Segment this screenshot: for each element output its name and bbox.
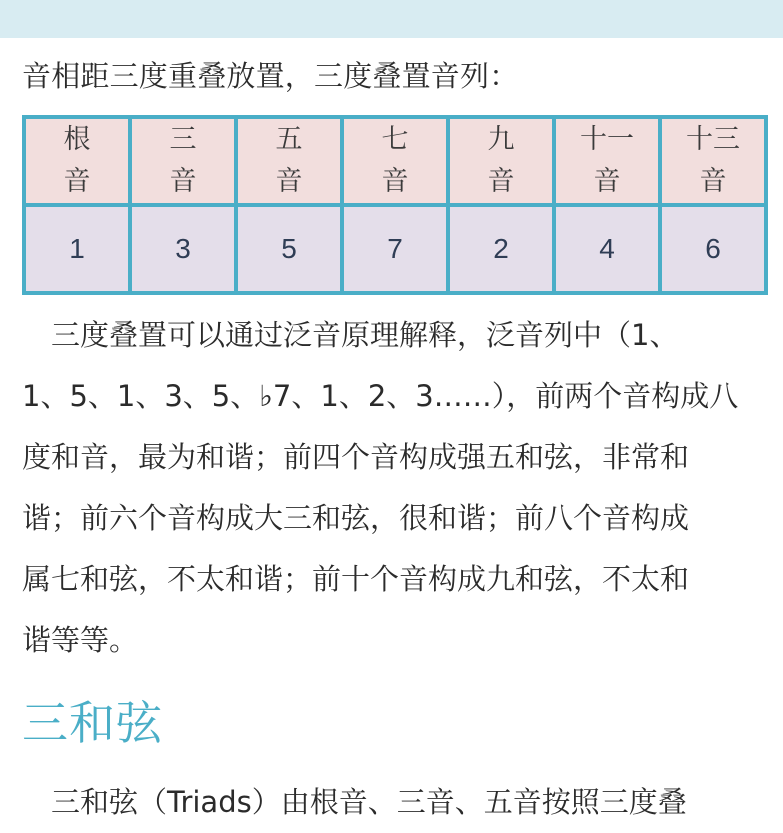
- header-cell-eleventh: 十一 音: [554, 117, 660, 205]
- value-cell: 5: [236, 205, 342, 293]
- tertian-stack-table: [22, 115, 768, 295]
- table-value-row: [24, 205, 766, 293]
- paragraph-line: 度和音，最为和谐；前四个音构成强五和弦，非常和: [22, 440, 690, 474]
- paragraph-line: 三度叠置可以通过泛音原理解释，泛音列中（1、: [22, 318, 679, 352]
- paragraph-line: 谐；前六个音构成大三和弦，很和谐；前八个音构成: [22, 501, 690, 535]
- paragraph-line: 谐等等。: [22, 623, 139, 657]
- document-page: [22, 38, 768, 819]
- paragraph-line: 属七和弦，不太和谐；前十个音构成九和弦，不太和: [22, 562, 690, 596]
- value-cell: 6: [660, 205, 766, 293]
- section-heading: 三和弦: [22, 696, 163, 750]
- value-cell: 4: [554, 205, 660, 293]
- header-cell-fifth: 五 音: [236, 117, 342, 205]
- value-cell: 2: [448, 205, 554, 293]
- header-cell-root: 根 音: [24, 117, 130, 205]
- header-cell-third: 三 音: [130, 117, 236, 205]
- header-cell-thirteenth: 十三 音: [660, 117, 766, 205]
- overtone-paragraph: [22, 305, 782, 671]
- value-cell: 3: [130, 205, 236, 293]
- triads-paragraph: [22, 772, 782, 833]
- value-cell: 1: [24, 205, 130, 293]
- paragraph-line: 1、5、1、3、5、♭7、1、2、3……），前两个音构成八: [22, 379, 739, 413]
- header-cell-ninth: 九 音: [448, 117, 554, 205]
- table-header-row: [24, 117, 766, 205]
- header-cell-seventh: 七 音: [342, 117, 448, 205]
- paragraph-line: 三和弦（Triads）由根音、三音、五音按照三度叠: [22, 785, 687, 819]
- top-bar: [0, 0, 783, 38]
- intro-line: 音相距三度重叠放置，三度叠置音列：: [22, 59, 519, 93]
- value-cell: 7: [342, 205, 448, 293]
